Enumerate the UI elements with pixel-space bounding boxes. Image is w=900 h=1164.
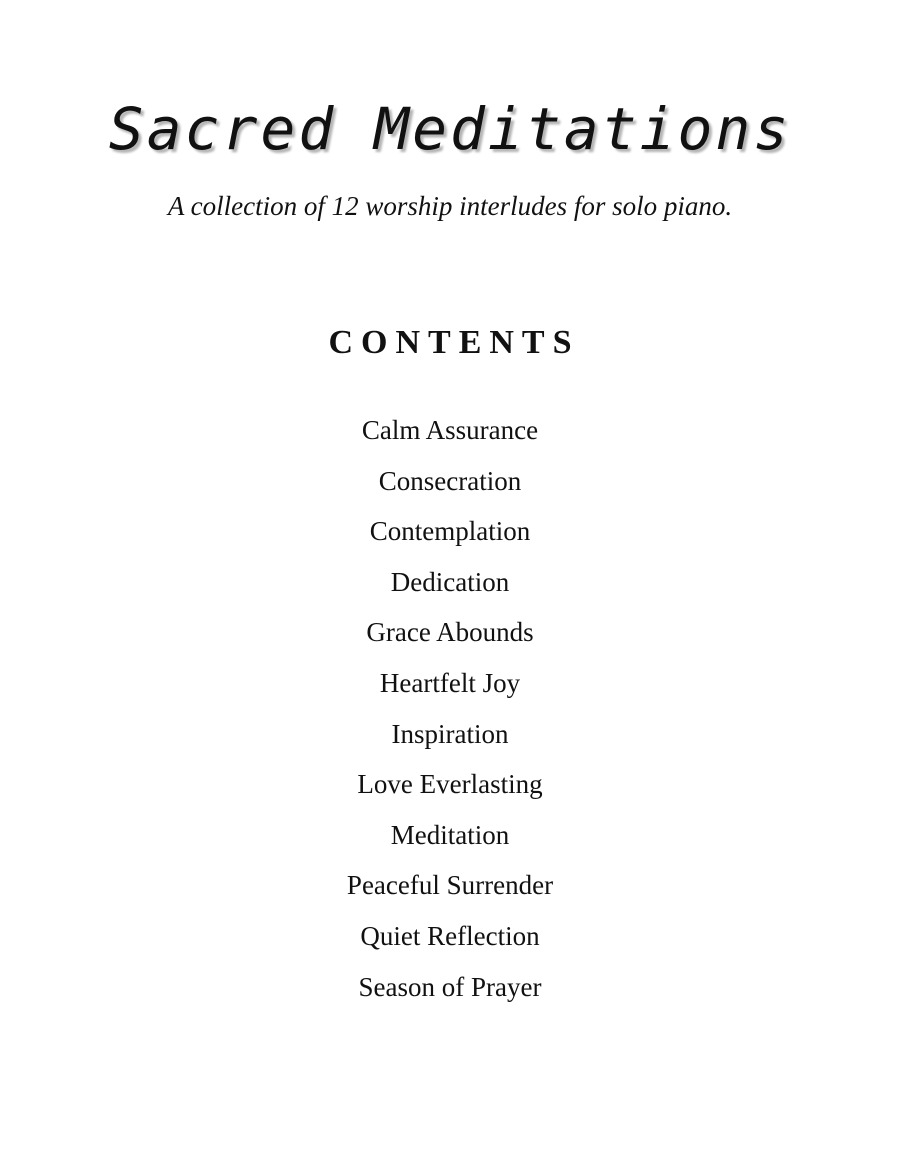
contents-item: Meditation xyxy=(390,819,510,850)
contents-item: Love Everlasting xyxy=(357,769,543,800)
contents-item: Inspiration xyxy=(391,718,509,749)
contents-item: Dedication xyxy=(390,566,510,597)
contents-list xyxy=(0,409,900,1016)
subtitle: A collection of 12 worship interludes for solo piano. xyxy=(167,191,733,221)
contents-item: Quiet Reflection xyxy=(360,920,540,951)
contents-heading: CONTENTS xyxy=(328,324,580,361)
contents-item: Season of Prayer xyxy=(358,971,542,1002)
contents-item: Contemplation xyxy=(369,516,531,547)
contents-item: Calm Assurance xyxy=(361,415,539,445)
contents-item: Heartfelt Joy xyxy=(379,667,521,698)
contents-item: Consecration xyxy=(378,465,522,496)
contents-item: Peaceful Surrender xyxy=(346,870,554,901)
page-title: Sacred Meditations xyxy=(108,95,792,163)
contents-item: Grace Abounds xyxy=(366,617,534,648)
